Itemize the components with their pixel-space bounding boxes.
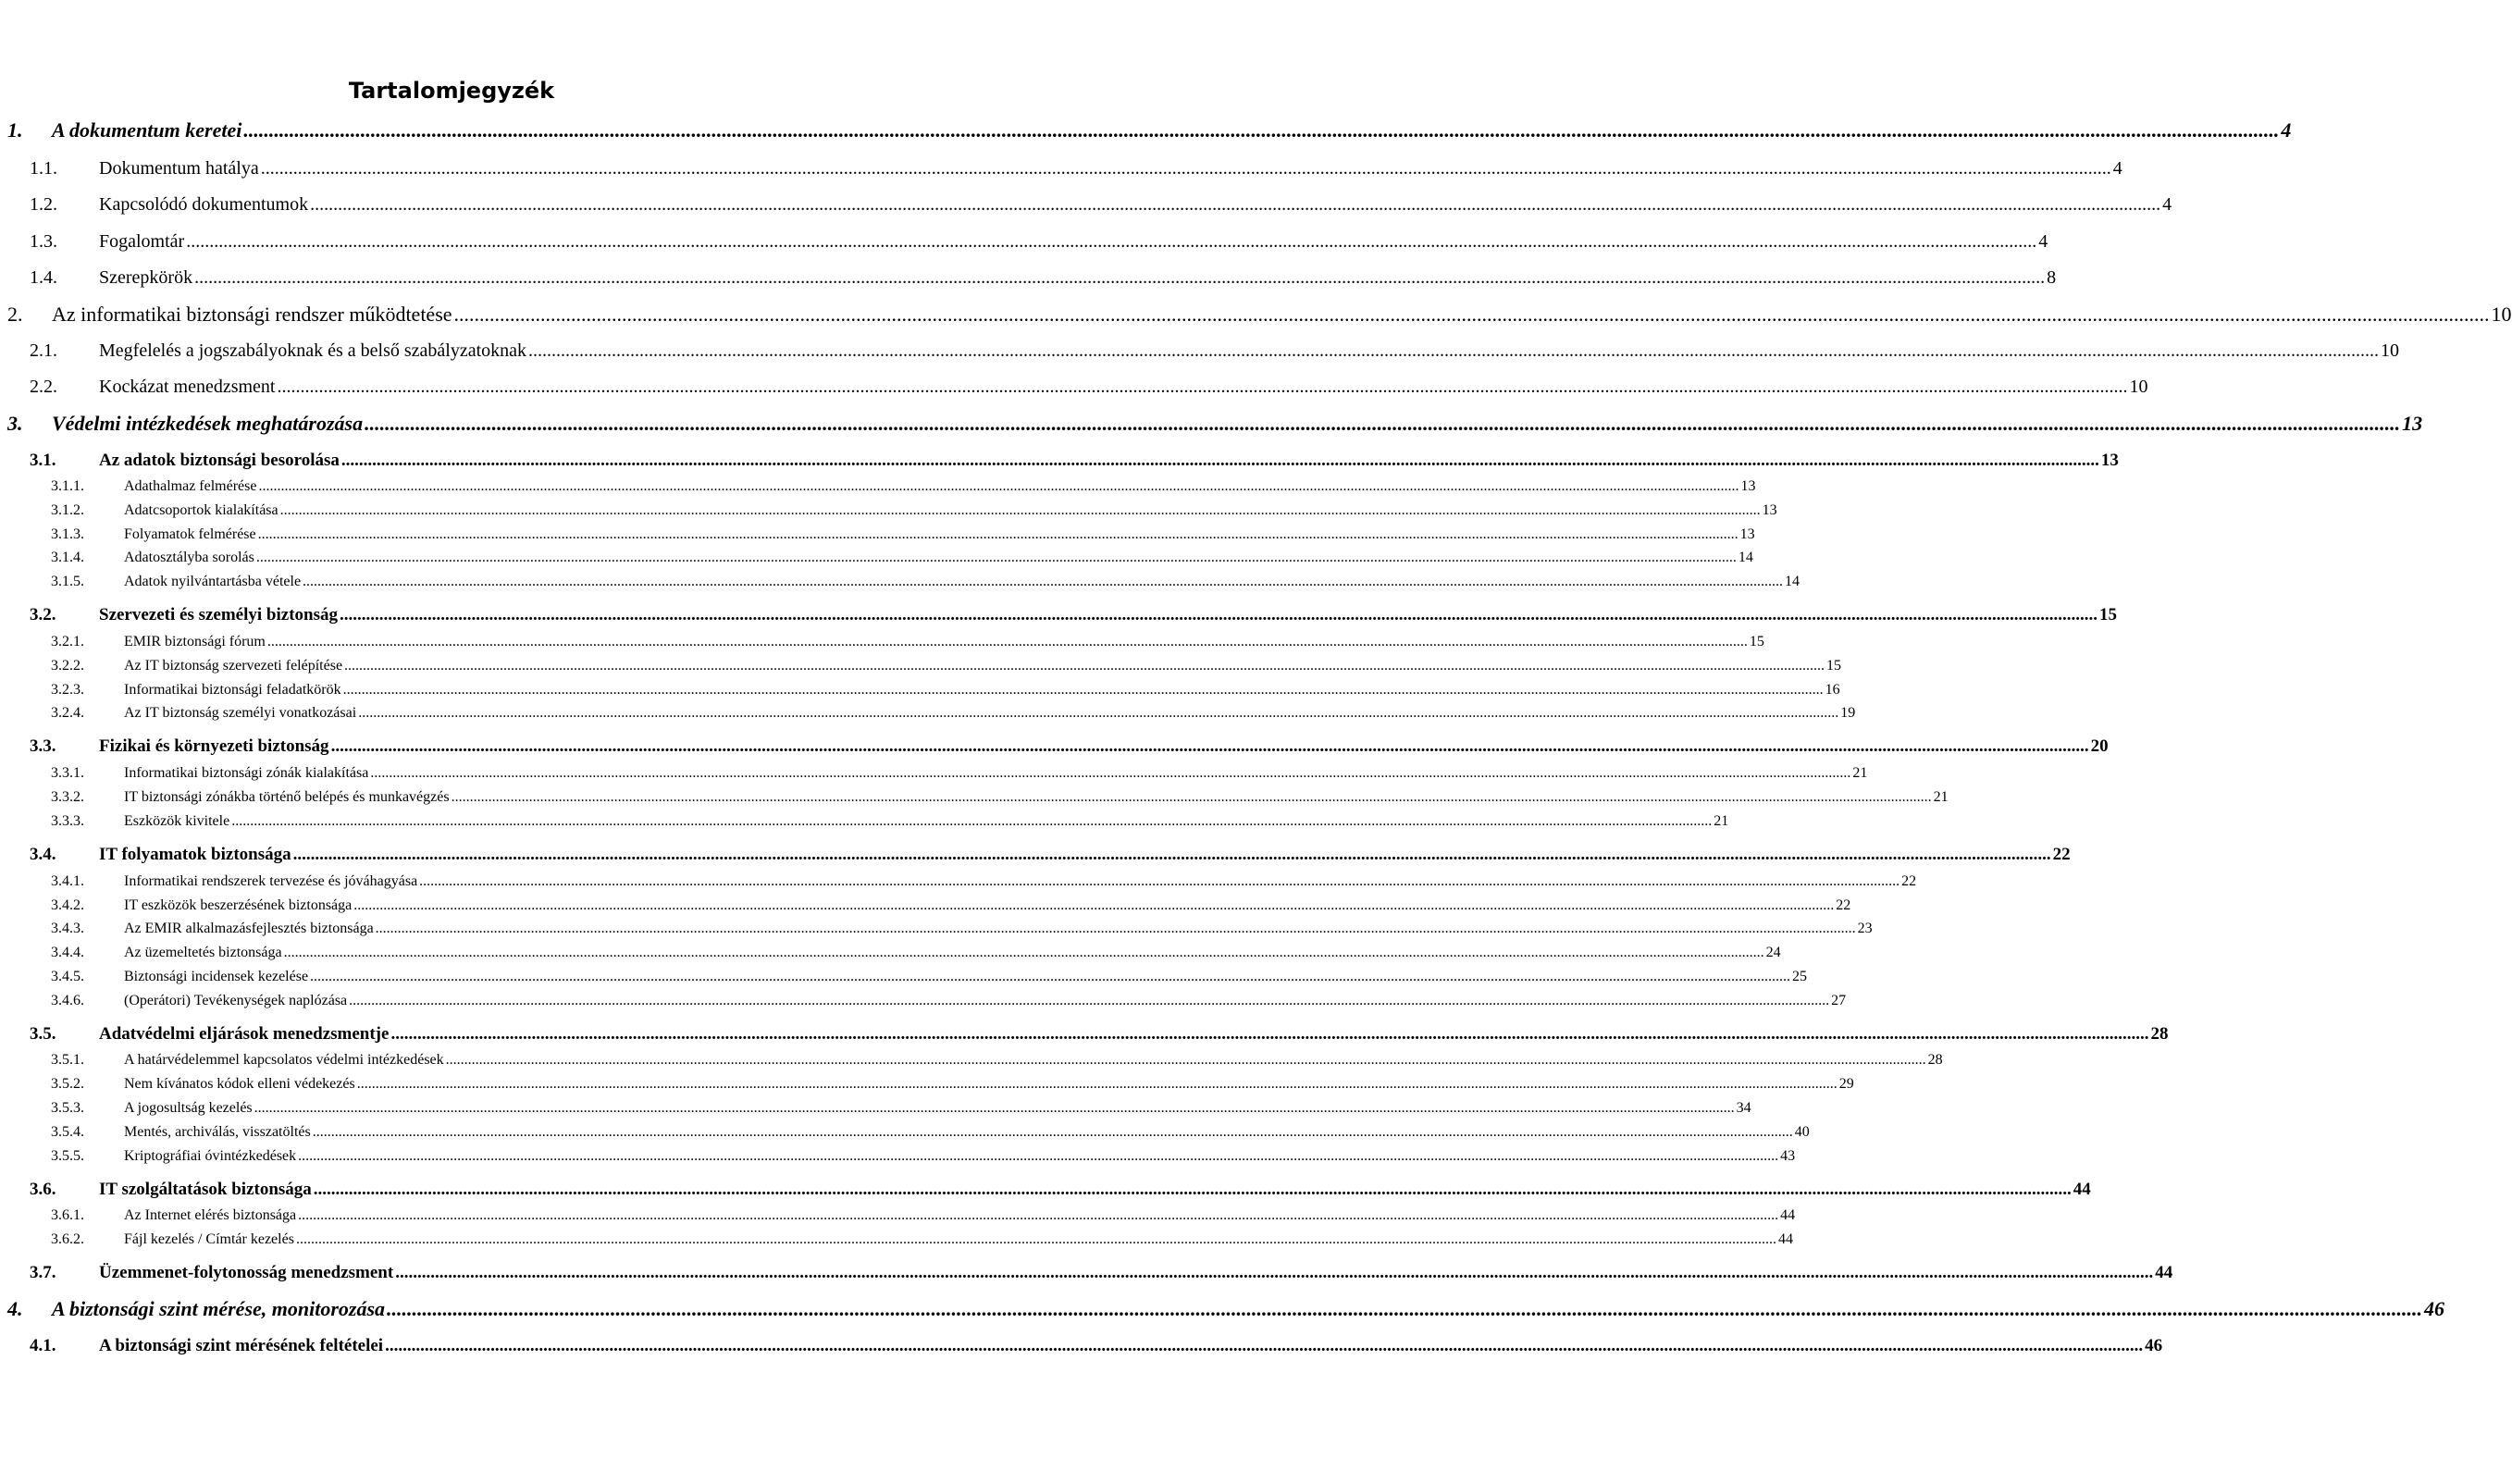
toc-dot-leader: ................................................................................................................................................................................................................................................................................................................................................................................................................ [231, 813, 1713, 829]
toc-entry[interactable] [0, 450, 2119, 472]
toc-entry[interactable] [0, 604, 2117, 626]
toc-entry-number: 3.3.1. [51, 765, 84, 781]
toc-entry-title: Az IT biztonság személyi vonatkozásai [124, 705, 357, 721]
toc-dot-leader: ................................................................................................................................................................................................................................................................................................................................................................................................................ [310, 194, 2161, 215]
toc-entry-page: 13 [1739, 526, 1755, 542]
toc-entry[interactable] [0, 1147, 1796, 1166]
toc-entry-title: Üzemmenet-folytonosság menedzsment [99, 1263, 394, 1282]
toc-entry-title: Adatcsoportok kialakítása [124, 502, 278, 518]
toc-entry-page: 46 [2145, 1336, 2163, 1355]
toc-entry-page: 43 [1780, 1148, 1796, 1164]
toc-entry[interactable] [0, 992, 1847, 1010]
toc-entry-page: 15 [1826, 658, 1842, 674]
toc-entry-title: Fájl kezelés / Címtár kezelés [124, 1231, 294, 1247]
toc-dot-leader: ................................................................................................................................................................................................................................................................................................................................................................................................................ [303, 574, 1784, 589]
toc-entry[interactable] [0, 1262, 2173, 1284]
toc-entry-title: Szerepkörök [99, 267, 193, 288]
toc-entry-page: 10 [2129, 377, 2148, 397]
toc-entry-number: 3.4.4. [51, 945, 84, 960]
toc-dot-leader: ................................................................................................................................................................................................................................................................................................................................................................................................................ [260, 158, 2111, 179]
toc-dot-leader: ................................................................................................................................................................................................................................................................................................................................................................................................................ [349, 993, 1830, 1008]
toc-entry[interactable] [0, 501, 1777, 520]
toc-entry-page: 44 [2073, 1180, 2091, 1199]
toc-entry-page: 14 [1738, 550, 1753, 565]
toc-entry[interactable] [0, 157, 2122, 179]
toc-entry-title: Adatvédelmi eljárások menedzsmentje [99, 1024, 390, 1044]
toc-entry-number: 1.4. [30, 267, 57, 288]
toc-dot-leader: ................................................................................................................................................................................................................................................................................................................................................................................................................ [313, 1180, 2072, 1199]
toc-entry-page: 8 [2047, 267, 2057, 288]
toc-entry[interactable] [0, 1206, 1796, 1225]
toc-entry-page: 46 [2424, 1297, 2445, 1320]
toc-dot-leader: ................................................................................................................................................................................................................................................................................................................................................................................................................ [342, 682, 1824, 698]
toc-entry-title: Szervezeti és személyi biztonság [99, 605, 338, 625]
toc-entry-number: 3.1. [30, 451, 56, 470]
toc-entry[interactable] [0, 1297, 2445, 1321]
toc-entry[interactable] [0, 412, 2423, 436]
toc-dot-leader: ................................................................................................................................................................................................................................................................................................................................................................................................................ [528, 340, 2380, 361]
toc-entry[interactable] [0, 1023, 2169, 1045]
toc-entry-number: 3.1.4. [51, 550, 84, 565]
toc-entry-number: 3.6. [30, 1180, 56, 1199]
toc-entry-page: 4 [2038, 231, 2048, 252]
toc-entry-number: 3.2.3. [51, 682, 84, 698]
toc-entry-title: (Operátori) Tevékenységek naplózása [124, 993, 348, 1008]
toc-entry-number: 2. [7, 303, 23, 326]
toc-entry[interactable] [0, 736, 2109, 758]
toc-dot-leader: ................................................................................................................................................................................................................................................................................................................................................................................................................ [255, 550, 1737, 565]
toc-entry-title: IT szolgáltatások biztonsága [99, 1180, 312, 1199]
toc-entry-number: 3.6.1. [51, 1207, 84, 1223]
toc-entry-number: 3.7. [30, 1263, 56, 1282]
toc-dot-leader: ................................................................................................................................................................................................................................................................................................................................................................................................................ [298, 1148, 1779, 1164]
toc-entry-number: 3.5.1. [51, 1052, 84, 1068]
toc-entry-page: 21 [1714, 813, 1729, 829]
toc-entry[interactable] [0, 681, 1840, 699]
toc-dot-leader: ................................................................................................................................................................................................................................................................................................................................................................................................................ [194, 267, 2046, 288]
toc-dot-leader: ................................................................................................................................................................................................................................................................................................................................................................................................................ [387, 1297, 2423, 1320]
toc-entry-page: 44 [2155, 1263, 2173, 1282]
toc-entry-title: Folyamatok felmérése [124, 526, 256, 542]
toc-entry-title: Az üzemeltetés biztonsága [124, 945, 282, 960]
toc-entry-page: 25 [1792, 969, 1808, 984]
toc-dot-leader: ................................................................................................................................................................................................................................................................................................................................................................................................................ [258, 478, 1739, 494]
toc-entry-number: 3.3.2. [51, 789, 84, 805]
toc-entry-page: 34 [1736, 1100, 1751, 1116]
toc-entry-number: 3.4. [30, 845, 56, 864]
toc-entry[interactable] [0, 897, 1851, 915]
toc-entry-number: 3.4.5. [51, 969, 84, 984]
toc-dot-leader: ................................................................................................................................................................................................................................................................................................................................................................................................................ [353, 897, 1835, 913]
toc-entry[interactable] [0, 788, 1949, 807]
toc-entry-number: 4. [7, 1297, 23, 1320]
toc-entry-title: Eszközök kivitele [124, 813, 230, 829]
toc-entry-number: 1. [7, 118, 23, 142]
toc-entry-number: 3.4.1. [51, 873, 84, 889]
toc-entry-title: Fogalomtár [99, 231, 185, 252]
toc-entry[interactable] [0, 573, 1800, 591]
toc-entry-number: 3.6.2. [51, 1231, 84, 1247]
toc-entry-page: 44 [1777, 1231, 1793, 1247]
toc-dot-leader: ................................................................................................................................................................................................................................................................................................................................................................................................................ [451, 789, 1932, 805]
toc-entry[interactable] [0, 1123, 1810, 1142]
toc-entry-number: 3.5.4. [51, 1124, 84, 1140]
toc-title: Tartalomjegyzék [348, 78, 555, 104]
toc-entry-page: 44 [1780, 1207, 1796, 1223]
toc-entry-page: 23 [1857, 921, 1873, 936]
toc-entry-title: Az EMIR alkalmazásfejlesztés biztonsága [124, 921, 374, 936]
toc-entry-title: Az informatikai biztonsági rendszer működtetése [52, 303, 452, 326]
toc-entry-title: Adatosztályba sorolás [124, 550, 254, 565]
toc-entry[interactable] [0, 376, 2148, 398]
toc-entry-page: 21 [1852, 765, 1868, 781]
toc-entry-number: 3.2. [30, 605, 56, 625]
toc-entry-number: 3.1.5. [51, 574, 84, 589]
toc-dot-leader: ................................................................................................................................................................................................................................................................................................................................................................................................................ [310, 969, 1791, 984]
toc-dot-leader: ................................................................................................................................................................................................................................................................................................................................................................................................................ [277, 377, 2128, 397]
toc-entry[interactable] [0, 340, 2400, 362]
toc-dot-leader: ................................................................................................................................................................................................................................................................................................................................................................................................................ [344, 658, 1825, 674]
toc-entry-title: Fizikai és környezeti biztonság [99, 736, 329, 756]
toc-entry-number: 3.5.3. [51, 1100, 84, 1116]
toc-entry-number: 3. [7, 412, 23, 435]
toc-entry-page: 27 [1831, 993, 1847, 1008]
toc-dot-leader: ................................................................................................................................................................................................................................................................................................................................................................................................................ [419, 873, 1900, 889]
toc-entry-number: 1.1. [30, 158, 57, 179]
toc-entry-title: EMIR biztonsági fórum [124, 634, 266, 649]
toc-dot-leader: ................................................................................................................................................................................................................................................................................................................................................................................................................ [295, 1231, 1776, 1247]
toc-entry-page: 20 [2090, 736, 2109, 756]
toc-entry-title: Kapcsolódó dokumentumok [99, 194, 309, 215]
toc-entry-title: Informatikai rendszerek tervezése és jóváhagyása [124, 873, 418, 889]
toc-dot-leader: ................................................................................................................................................................................................................................................................................................................................................................................................................ [292, 845, 2051, 864]
toc-entry-number: 3.5. [30, 1024, 56, 1044]
toc-entry[interactable] [0, 968, 1808, 986]
toc-entry-number: 3.1.3. [51, 526, 84, 542]
toc-dot-leader: ................................................................................................................................................................................................................................................................................................................................................................................................................ [395, 1263, 2154, 1282]
toc-entry-page: 14 [1785, 574, 1800, 589]
toc-entry-title: A jogosultság kezelés [124, 1100, 253, 1116]
toc-entry[interactable] [0, 633, 1764, 651]
toc-entry-page: 21 [1933, 789, 1949, 805]
toc-entry-number: 3.5.5. [51, 1148, 84, 1164]
toc-entry-title: Az IT biztonság szervezeti felépítése [124, 658, 343, 674]
toc-dot-leader: ................................................................................................................................................................................................................................................................................................................................................................................................................ [356, 1076, 1838, 1092]
toc-entry-title: IT folyamatok biztonsága [99, 845, 291, 864]
toc-entry-number: 3.1.2. [51, 502, 84, 518]
toc-dot-leader: ................................................................................................................................................................................................................................................................................................................................................................................................................ [243, 118, 2280, 142]
toc-entry[interactable] [0, 844, 2071, 866]
toc-entry[interactable] [0, 1051, 1943, 1070]
toc-entry[interactable] [0, 920, 1873, 938]
toc-entry-page: 22 [1901, 873, 1917, 889]
toc-entry[interactable] [0, 118, 2292, 142]
toc-entry[interactable] [0, 1075, 1854, 1094]
toc-entry[interactable] [0, 1230, 1793, 1249]
toc-entry-page: 4 [2162, 194, 2172, 215]
toc-entry-number: 3.2.1. [51, 634, 84, 649]
toc-dot-leader: ................................................................................................................................................................................................................................................................................................................................................................................................................ [312, 1124, 1793, 1140]
toc-dot-leader: ................................................................................................................................................................................................................................................................................................................................................................................................................ [257, 526, 1739, 542]
toc-dot-leader: ................................................................................................................................................................................................................................................................................................................................................................................................................ [365, 412, 2401, 435]
toc-entry-title: IT biztonsági zónákba történő belépés és munkavégzés [124, 789, 450, 805]
toc-entry-number: 3.4.6. [51, 993, 84, 1008]
toc-dot-leader: ................................................................................................................................................................................................................................................................................................................................................................................................................ [330, 736, 2089, 756]
toc-entry[interactable] [0, 266, 2057, 289]
toc-entry-number: 2.2. [30, 377, 57, 397]
toc-entry[interactable] [0, 477, 1756, 496]
toc-entry-page: 10 [2381, 340, 2400, 361]
toc-entry[interactable] [0, 872, 1917, 891]
toc-entry-title: Biztonsági incidensek kezelése [124, 969, 309, 984]
toc-dot-leader: ................................................................................................................................................................................................................................................................................................................................................................................................................ [358, 705, 1839, 721]
toc-entry-number: 3.5.2. [51, 1076, 84, 1092]
toc-dot-leader: ................................................................................................................................................................................................................................................................................................................................................................................................................ [370, 765, 1851, 781]
toc-dot-leader: ................................................................................................................................................................................................................................................................................................................................................................................................................ [390, 1024, 2149, 1044]
toc-dot-leader: ................................................................................................................................................................................................................................................................................................................................................................................................................ [385, 1336, 2144, 1355]
toc-entry-title: Az adatok biztonsági besorolása [99, 451, 340, 470]
toc-entry-title: Az Internet elérés biztonsága [124, 1207, 297, 1223]
toc-dot-leader: ................................................................................................................................................................................................................................................................................................................................................................................................................ [340, 605, 2097, 625]
toc-dot-leader: ................................................................................................................................................................................................................................................................................................................................................................................................................ [254, 1100, 1735, 1116]
toc-entry-title: Nem kívánatos kódok elleni védekezés [124, 1076, 355, 1092]
toc-dot-leader: ................................................................................................................................................................................................................................................................................................................................................................................................................ [298, 1207, 1779, 1223]
toc-entry-number: 4.1. [30, 1336, 56, 1355]
toc-entry-title: Védelmi intézkedések meghatározása [52, 412, 364, 435]
toc-entry-title: IT eszközök beszerzésének biztonsága [124, 897, 353, 913]
toc-entry-page: 13 [2100, 451, 2119, 470]
toc-entry-page: 10 [2491, 303, 2512, 326]
toc-dot-leader: ................................................................................................................................................................................................................................................................................................................................................................................................................ [340, 451, 2099, 470]
toc-dot-leader: ................................................................................................................................................................................................................................................................................................................................................................................................................ [453, 303, 2490, 326]
toc-entry[interactable] [0, 230, 2048, 253]
toc-entry-title: A dokumentum keretei [52, 118, 242, 142]
toc-entry[interactable] [0, 1335, 2163, 1357]
toc-entry-number: 3.2.2. [51, 658, 84, 674]
toc-entry-title: A biztonsági szint mérése, monitorozása [52, 1297, 386, 1320]
toc-dot-leader: ................................................................................................................................................................................................................................................................................................................................................................................................................ [186, 231, 2037, 252]
toc-entry[interactable] [0, 812, 1729, 831]
toc-entry[interactable] [0, 657, 1842, 675]
toc-entry-page: 16 [1825, 682, 1840, 698]
toc-entry-number: 3.2.4. [51, 705, 84, 721]
toc-entry-number: 3.1.1. [51, 478, 84, 494]
toc-entry-page: 13 [2402, 412, 2423, 435]
toc-entry-page: 28 [1927, 1052, 1943, 1068]
toc-entry[interactable] [0, 944, 1781, 962]
toc-entry-number: 1.3. [30, 231, 57, 252]
toc-entry-title: Mentés, archiválás, visszatöltés [124, 1124, 311, 1140]
toc-entry[interactable] [0, 1099, 1751, 1118]
toc-entry[interactable] [0, 303, 2512, 327]
toc-entry-page: 28 [2150, 1024, 2169, 1044]
toc-dot-leader: ................................................................................................................................................................................................................................................................................................................................................................................................................ [445, 1052, 1926, 1068]
toc-entry-page: 15 [1749, 634, 1764, 649]
toc-entry-page: 40 [1794, 1124, 1810, 1140]
toc-entry-page: 22 [1836, 897, 1851, 913]
toc-entry-page: 4 [2112, 158, 2122, 179]
toc-entry-title: Kockázat menedzsment [99, 377, 276, 397]
toc-entry-page: 13 [1762, 502, 1777, 518]
toc-dot-leader: ................................................................................................................................................................................................................................................................................................................................................................................................................ [283, 945, 1764, 960]
toc-dot-leader: ................................................................................................................................................................................................................................................................................................................................................................................................................ [375, 921, 1856, 936]
toc-entry-title: Megfelelés a jogszabályoknak és a belső szabályzatoknak [99, 340, 527, 361]
toc-entry[interactable] [0, 549, 1753, 567]
toc-entry-page: 19 [1840, 705, 1856, 721]
toc-entry-title: Dokumentum hatálya [99, 158, 259, 179]
toc-dot-leader: ................................................................................................................................................................................................................................................................................................................................................................................................................ [279, 502, 1761, 518]
toc-entry[interactable] [0, 764, 1868, 783]
toc-entry[interactable] [0, 526, 1755, 544]
toc-entry-number: 3.3. [30, 736, 56, 756]
toc-entry-title: Adathalmaz felmérése [124, 478, 257, 494]
toc-entry-title: Adatok nyilvántartásba vétele [124, 574, 302, 589]
toc-entry-page: 13 [1740, 478, 1756, 494]
toc-entry-page: 15 [2099, 605, 2117, 625]
toc-entry-title: Kriptográfiai óvintézkedések [124, 1148, 297, 1164]
toc-entry-number: 3.4.2. [51, 897, 84, 913]
toc-entry-title: Informatikai biztonsági feladatkörök [124, 682, 341, 698]
toc-entry[interactable] [0, 704, 1856, 723]
toc-entry-page: 22 [2052, 845, 2071, 864]
toc-entry-page: 29 [1838, 1076, 1854, 1092]
toc-entry-number: 2.1. [30, 340, 57, 361]
toc-entry-title: A biztonsági szint mérésének feltételei [99, 1336, 384, 1355]
toc-entry-page: 24 [1765, 945, 1781, 960]
toc-entry-page: 4 [2281, 118, 2292, 142]
toc-entry-title: Informatikai biztonsági zónák kialakítása [124, 765, 369, 781]
toc-entry[interactable] [0, 1179, 2091, 1201]
toc-entry-number: 3.4.3. [51, 921, 84, 936]
toc-entry-number: 3.3.3. [51, 813, 84, 829]
toc-entry-number: 1.2. [30, 194, 57, 215]
toc-dot-leader: ................................................................................................................................................................................................................................................................................................................................................................................................................ [266, 634, 1748, 649]
toc-entry[interactable] [0, 193, 2172, 216]
toc-entry-title: A határvédelemmel kapcsolatos védelmi intézkedések [124, 1052, 444, 1068]
